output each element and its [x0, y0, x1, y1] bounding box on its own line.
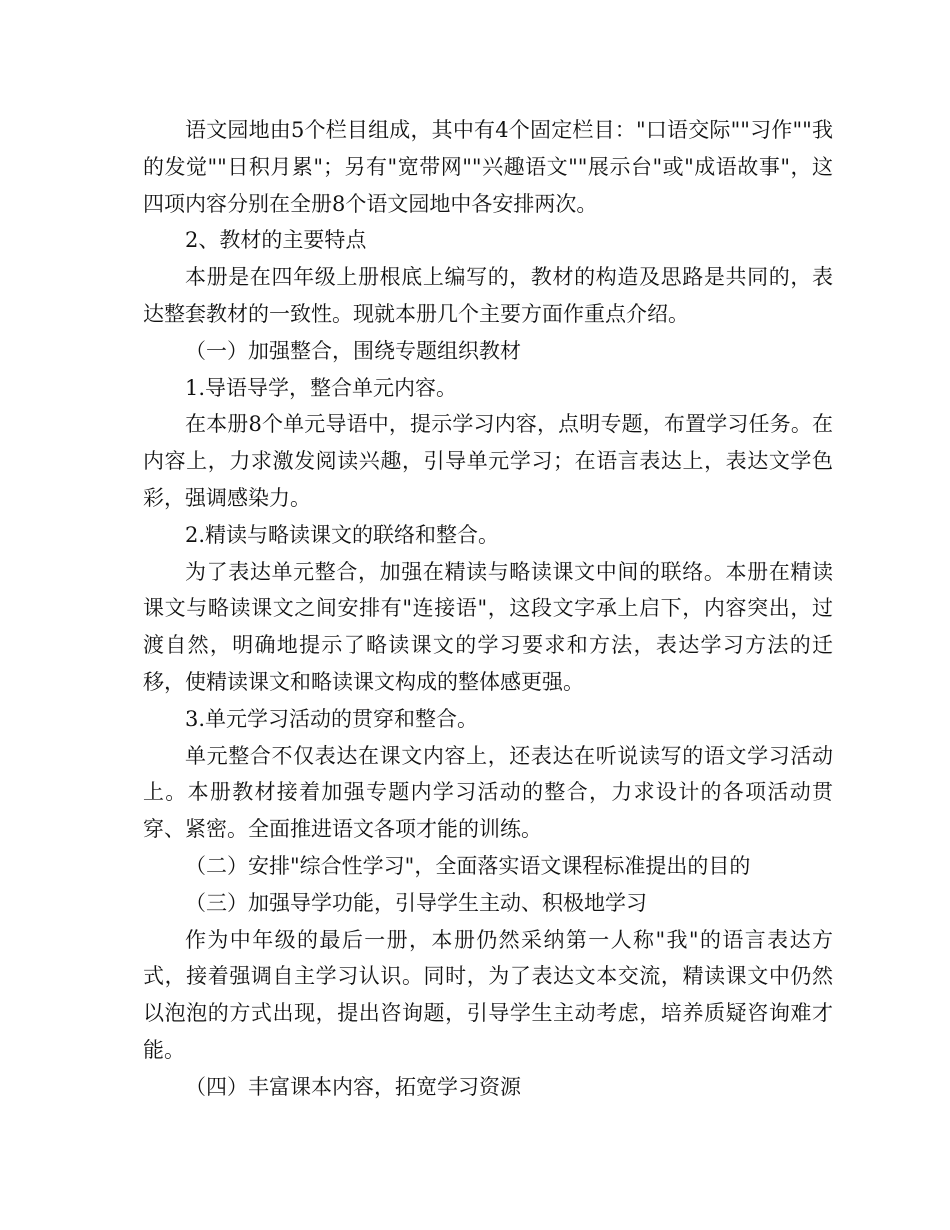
paragraph-unit-activities: 单元整合不仅表达在课文内容上，还表达在听说读写的语文学习活动上。本册教材接着加强专题内学习活动的整合，力求设计的各项活动贯穿、紧密。全面推进语文各项才能的训练。 — [143, 743, 833, 842]
paragraph-book-overview: 本册是在四年级上册根底上编写的，教材的构造及思路是共同的，表达整套教材的一致性。现就本册几个主要方面作重点介绍。 — [143, 265, 833, 326]
section-heading-main-features: 2、教材的主要特点 — [185, 228, 367, 253]
subheading-guided-learning: （三）加强导学功能，引导学生主动、积极地学习 — [185, 890, 647, 915]
paragraph-guided-learning: 作为中年级的最后一册，本册仍然采纳第一人称"我"的语言表达方式，接着强调自主学习认识。同时，为了表达文本交流，精读课文中仍然以泡泡的方式出现，提出咨询题，引导学生主动考虑，培养质疑咨询难才能。 — [143, 927, 833, 1062]
paragraph-chinese-garden-columns: 语文园地由5个栏目组成，其中有4个固定栏目："口语交际""习作""我的发觉""日积月累"；另有"宽带网""兴趣语文""展示台"或"成语故事"，这四项内容分别在全册8个语文园地中各安排两次。 — [143, 118, 833, 216]
subheading-comprehensive-learning: （二）安排"综合性学习"，全面落实语文课程标准提出的目的 — [185, 853, 751, 878]
paragraph-reading-link: 为了表达单元整合，加强在精读与略读课文中间的联络。本册在精读课文与略读课文之间安排有"连接语"，这段文字承上启下，内容突出，过渡自然，明确地提示了略读课文的学习要求和方法，表达学习方法的迁移，使精读课文和略读课文构成的整体感更强。 — [143, 559, 833, 694]
item-heading-unit-activities: 3.单元学习活动的贯穿和整合。 — [185, 706, 479, 731]
document-body — [143, 112, 833, 1106]
subheading-enrich-content: （四）丰富课本内容，拓宽学习资源 — [185, 1074, 521, 1099]
item-heading-unit-guide: 1.导语导学，整合单元内容。 — [185, 375, 458, 400]
subheading-integration: （一）加强整合，围绕专题组织教材 — [185, 338, 521, 363]
item-heading-reading-link: 2.精读与略读课文的联络和整合。 — [185, 522, 500, 547]
paragraph-unit-guide: 在本册8个单元导语中，提示学习内容，点明专题，布置学习任务。在内容上，力求激发阅读兴趣，引导单元学习；在语言表达上，表达文学色彩，强调感染力。 — [143, 412, 833, 510]
